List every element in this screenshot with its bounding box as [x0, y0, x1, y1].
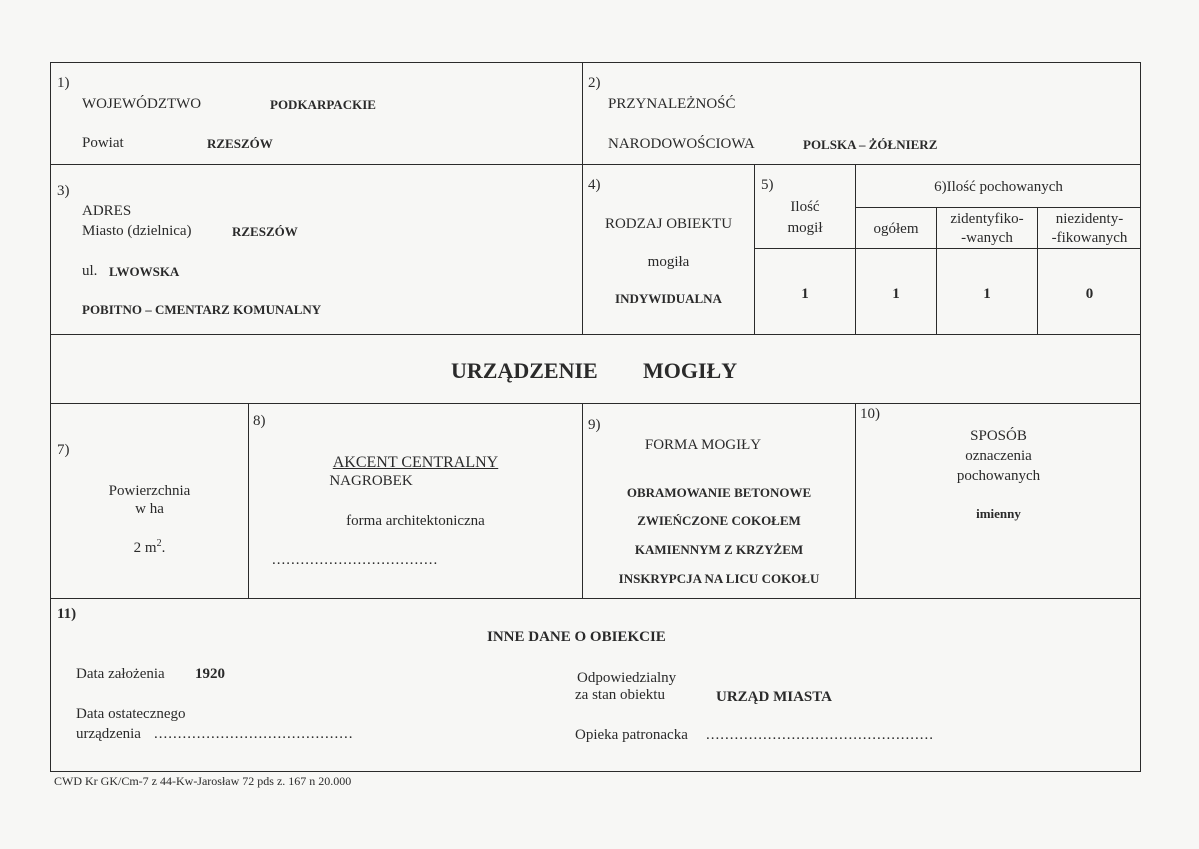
city-value: RZESZÓW: [232, 224, 298, 239]
responsible-label-1: Odpowiedzialny: [577, 670, 677, 686]
s6-cols-divider: [755, 248, 1141, 249]
central-accent-heading: AKCENT CENTRALNY: [332, 454, 499, 471]
col-divider-s7: [248, 403, 249, 598]
form-footer: CWD Kr GK/Cm-7 z 44-Kw-Jarosław 72 pds z. 167 n 20.000: [54, 774, 352, 788]
address-label: ADRES: [82, 203, 132, 219]
section-title-word-1: URZĄDZENIE: [451, 358, 598, 383]
s8-number: 8): [253, 413, 266, 429]
area-label-1: Powierzchnia: [108, 483, 191, 499]
s10-number: 10): [860, 406, 880, 422]
buried-header: 6)Ilość pochowanych: [934, 179, 1063, 195]
object-type-kind: mogiła: [647, 254, 690, 270]
s7-number: 7): [57, 442, 70, 458]
grave-form-label: FORMA MOGIŁY: [644, 437, 762, 453]
marking-label-3: pochowanych: [956, 468, 1041, 484]
founded-value: 1920: [195, 666, 225, 682]
row-divider-4: [50, 598, 1141, 599]
county-label: Powiat: [82, 135, 124, 151]
graves-count-label-1: Ilość: [790, 199, 820, 215]
buried-total-label: ogółem: [873, 221, 919, 237]
s6-header-divider: [855, 207, 1141, 208]
marking-label-2: oznaczenia: [965, 448, 1032, 464]
nationality-value: POLSKA – ŻÓŁNIERZ: [803, 137, 938, 152]
section-title-word-2: MOGIŁY: [643, 358, 738, 383]
responsible-label-2: za stan obiektu: [575, 687, 665, 703]
final-arrangement-label-2: urządzenia: [76, 726, 141, 742]
object-type-value: INDYWIDUALNA: [615, 291, 722, 306]
buried-unidentified-value: 0: [1085, 286, 1094, 302]
street-label: ul.: [82, 263, 98, 279]
s3-number: 3): [57, 183, 70, 199]
final-arrangement-label: Data ostatecznego: [76, 706, 186, 722]
buried-identified-value: 1: [983, 286, 991, 302]
col-divider-s4: [754, 164, 755, 334]
row-divider-2: [50, 334, 1141, 335]
grave-form-line-1: OBRAMOWANIE BETONOWE: [626, 485, 812, 500]
responsible-value: URZĄD MIASTA: [716, 689, 832, 705]
buried-unidentified-label-1: niezidenty-: [1055, 211, 1124, 227]
address-extra: POBITNO – CMENTARZ KOMUNALNY: [82, 302, 322, 317]
voivodeship-value: PODKARPACKIE: [270, 97, 376, 112]
architectural-form-label: forma architektoniczna: [346, 513, 485, 529]
marking-label-1: SPOSÓB: [970, 428, 1027, 444]
buried-total-value: 1: [892, 286, 900, 302]
buried-identified-label-2: -wanych: [961, 230, 1013, 246]
central-accent-sub: NAGROBEK: [329, 473, 413, 489]
s11-number: 11): [57, 606, 77, 622]
object-type-label: RODZAJ OBIEKTU: [604, 216, 733, 232]
street-value: LWOWSKA: [109, 264, 180, 279]
marking-value: imienny: [976, 506, 1021, 521]
buried-unidentified-label-2: -fikowanych: [1051, 230, 1128, 246]
graves-count-value: 1: [801, 286, 809, 302]
graves-count-label-2: mogił: [787, 220, 823, 236]
s2-number: 2): [588, 75, 601, 91]
other-data-heading: INNE DANE O OBIEKCIE: [487, 629, 666, 645]
city-label: Miasto (dzielnica): [82, 223, 192, 239]
buried-identified-label-1: zidentyfiko-: [950, 211, 1024, 227]
voivodeship-label: WOJEWÓDZTWO: [82, 96, 202, 112]
s4-number: 4): [588, 177, 601, 193]
architectural-form-field: ...................................: [272, 552, 439, 568]
row-divider-3: [50, 403, 1141, 404]
grave-form-line-4: INSKRYPCJA NA LICU COKOŁU: [618, 571, 820, 586]
county-value: RZESZÓW: [207, 136, 273, 151]
area-value: 2 $m^2$.: [133, 538, 166, 556]
nationality-label-1: PRZYNALEŻNOŚĆ: [608, 96, 736, 112]
founded-label: Data założenia: [76, 666, 165, 682]
s9-number: 9): [588, 417, 601, 433]
patronage-label: Opieka patronacka: [575, 727, 688, 743]
row-divider-1: [50, 164, 1141, 165]
area-unit-exponent: 2: [156, 538, 162, 549]
final-arrangement-field: ..........................................: [154, 726, 354, 742]
grave-form-line-2: ZWIEŃCZONE COKOŁEM: [637, 513, 801, 528]
nationality-label-2: NARODOWOŚCIOWA: [608, 136, 755, 152]
area-label-2: w ha: [135, 501, 164, 517]
s5-number: 5): [761, 177, 774, 193]
s1-number: 1): [57, 75, 70, 91]
patronage-field: ................................................: [706, 727, 934, 743]
grave-form-line-3: KAMIENNYM Z KRZYŻEM: [634, 542, 804, 557]
